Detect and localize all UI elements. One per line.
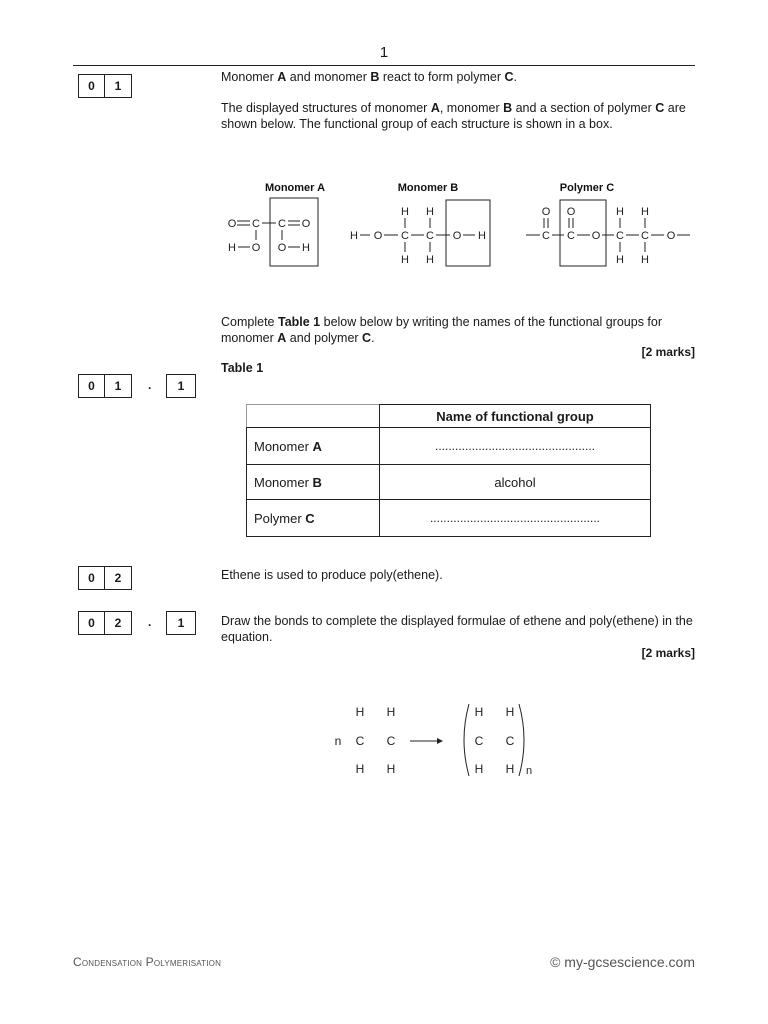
svg-text:H: H bbox=[505, 762, 515, 776]
footer-title: Condensation Polymerisation bbox=[73, 955, 222, 969]
svg-text:H: H bbox=[401, 254, 409, 266]
q02-text: Ethene is used to produce poly(ethene). bbox=[221, 568, 443, 582]
svg-text:H: H bbox=[478, 230, 486, 242]
monomer-b-title: Monomer B bbox=[397, 182, 459, 194]
page-number: 1 bbox=[379, 44, 389, 61]
reaction-arrow bbox=[410, 738, 443, 744]
svg-text:C: C bbox=[616, 230, 624, 242]
question-digit: 0 bbox=[78, 74, 105, 98]
table-header-row bbox=[247, 405, 651, 428]
question-part: 1 bbox=[166, 374, 196, 398]
answer-blank-polymer-c[interactable]: ................................................... bbox=[380, 500, 651, 537]
svg-text:O: O bbox=[666, 230, 676, 242]
svg-text:H: H bbox=[355, 762, 365, 776]
svg-text:H: H bbox=[426, 206, 434, 218]
svg-text:H: H bbox=[641, 254, 649, 266]
svg-text:O: O bbox=[251, 242, 261, 254]
table-row bbox=[247, 500, 651, 537]
footer-copyright: © my-gcsescience.com bbox=[550, 954, 695, 970]
right-bracket bbox=[519, 704, 524, 776]
svg-text:O: O bbox=[566, 206, 576, 218]
question-digit: 2 bbox=[105, 611, 132, 635]
svg-text:C: C bbox=[401, 230, 409, 242]
subscript-n: n bbox=[525, 765, 533, 777]
structures-diagram bbox=[220, 176, 700, 276]
svg-text:H: H bbox=[228, 242, 236, 254]
row-label: Polymer C bbox=[247, 500, 380, 537]
answer-blank-monomer-a[interactable]: ................................................ bbox=[380, 428, 651, 465]
svg-text:C: C bbox=[505, 734, 515, 748]
svg-text:C: C bbox=[567, 230, 575, 242]
functional-group-table bbox=[246, 404, 651, 537]
top-rule bbox=[73, 65, 695, 66]
polymer-c-structure bbox=[526, 200, 690, 266]
table-row bbox=[247, 465, 651, 500]
svg-text:C: C bbox=[474, 734, 484, 748]
svg-text:H: H bbox=[350, 230, 358, 242]
svg-text:H: H bbox=[426, 254, 434, 266]
polymer-c-title: Polymer C bbox=[559, 182, 615, 194]
table-corner-cell bbox=[247, 405, 380, 428]
svg-text:H: H bbox=[616, 254, 624, 266]
monomer-a-title: Monomer A bbox=[264, 182, 326, 194]
question-digit: 1 bbox=[105, 374, 132, 398]
q02-1-marks: [2 marks] bbox=[641, 646, 695, 660]
svg-text:C: C bbox=[355, 734, 365, 748]
svg-text:O: O bbox=[227, 218, 237, 230]
svg-text:H: H bbox=[401, 206, 409, 218]
question-part: 1 bbox=[166, 611, 196, 635]
table-header: Name of functional group bbox=[380, 405, 651, 428]
svg-text:H: H bbox=[386, 762, 396, 776]
svg-text:H: H bbox=[641, 206, 649, 218]
q01-description: The displayed structures of monomer A, monomer B and a section of polymer C are shown below. The functional group of each structure is shown in a box. bbox=[221, 101, 686, 131]
coefficient-n: n bbox=[334, 734, 342, 748]
q01-intro: Monomer A and monomer B react to form polymer C. bbox=[221, 70, 517, 84]
svg-text:H: H bbox=[474, 762, 484, 776]
svg-text:H: H bbox=[616, 206, 624, 218]
q02-1-text: Draw the bonds to complete the displayed formulae of ethene and poly(ethene) in the equation. bbox=[221, 614, 693, 644]
table-row bbox=[247, 428, 651, 465]
monomer-a-structure bbox=[228, 198, 318, 266]
functional-group-value: alcohol bbox=[380, 465, 651, 500]
svg-text:C: C bbox=[386, 734, 396, 748]
row-label: Monomer A bbox=[247, 428, 380, 465]
q01-marks: [2 marks] bbox=[641, 345, 695, 359]
svg-text:O: O bbox=[452, 230, 462, 242]
question-digit: 0 bbox=[78, 374, 105, 398]
monomer-b-structure bbox=[350, 200, 490, 266]
svg-text:H: H bbox=[386, 705, 396, 719]
svg-text:C: C bbox=[426, 230, 434, 242]
left-bracket bbox=[464, 704, 469, 776]
q01-instruction: Complete Table 1 below below by writing the names of the functional groups for monomer A and polymer C. bbox=[221, 315, 662, 345]
svg-text:H: H bbox=[505, 705, 515, 719]
question-digit: 0 bbox=[78, 611, 105, 635]
table-label: Table 1 bbox=[221, 361, 264, 375]
question-digit: 0 bbox=[78, 566, 105, 590]
question-dot: . bbox=[148, 615, 152, 629]
svg-text:C: C bbox=[278, 218, 286, 230]
question-number-01-1 bbox=[78, 374, 132, 398]
svg-text:C: C bbox=[641, 230, 649, 242]
question-dot: . bbox=[148, 378, 152, 392]
row-label: Monomer B bbox=[247, 465, 380, 500]
svg-text:H: H bbox=[355, 705, 365, 719]
svg-text:O: O bbox=[591, 230, 601, 242]
svg-text:O: O bbox=[541, 206, 551, 218]
svg-text:C: C bbox=[252, 218, 260, 230]
question-digit: 2 bbox=[105, 566, 132, 590]
question-number-02-1 bbox=[78, 611, 132, 635]
svg-text:O: O bbox=[277, 242, 287, 254]
question-number-01 bbox=[78, 74, 132, 98]
question-digit: 1 bbox=[105, 74, 132, 98]
ethene-equation-drawing[interactable] bbox=[325, 698, 545, 782]
svg-text:O: O bbox=[301, 218, 311, 230]
svg-text:O: O bbox=[373, 230, 383, 242]
question-number-02 bbox=[78, 566, 132, 590]
svg-text:H: H bbox=[474, 705, 484, 719]
svg-text:C: C bbox=[542, 230, 550, 242]
svg-text:H: H bbox=[302, 242, 310, 254]
